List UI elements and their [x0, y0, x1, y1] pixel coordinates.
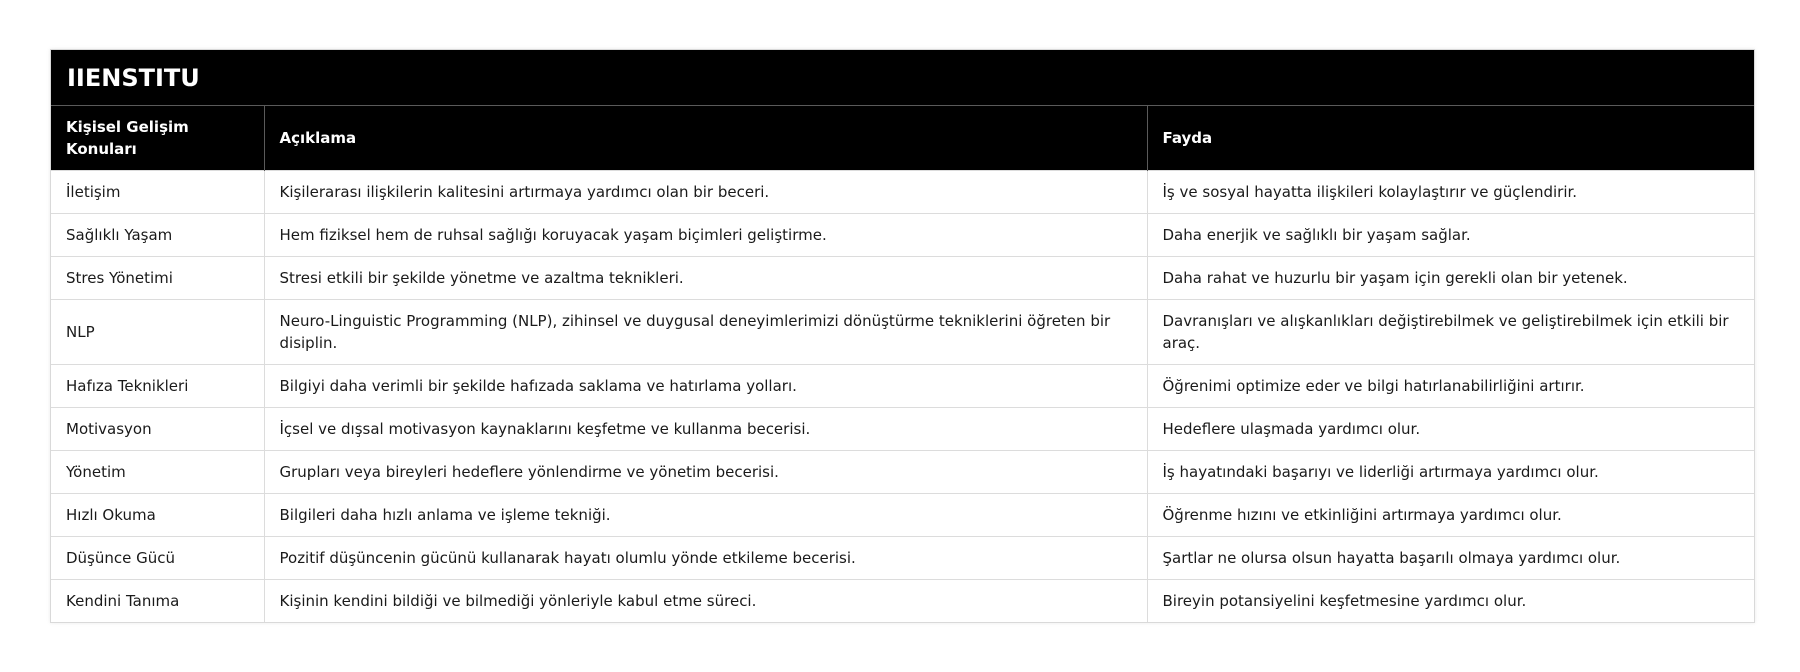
- table-row: [51, 451, 1754, 494]
- cell-topic: Düşünce Gücü: [51, 537, 264, 580]
- cell-description: Bilgileri daha hızlı anlama ve işleme tekniği.: [264, 494, 1147, 537]
- column-header-description: Açıklama: [264, 106, 1147, 171]
- cell-description: Kişinin kendini bildiği ve bilmediği yönleriyle kabul etme süreci.: [264, 580, 1147, 623]
- table-row: [51, 300, 1754, 365]
- cell-description: Hem fiziksel hem de ruhsal sağlığı koruyacak yaşam biçimleri geliştirme.: [264, 214, 1147, 257]
- column-header-topic: Kişisel Gelişim Konuları: [51, 106, 264, 171]
- cell-topic: Yönetim: [51, 451, 264, 494]
- cell-benefit: İş ve sosyal hayatta ilişkileri kolaylaştırır ve güçlendirir.: [1147, 171, 1754, 214]
- cell-topic: NLP: [51, 300, 264, 365]
- personal-development-table: [51, 106, 1754, 622]
- table-row: [51, 408, 1754, 451]
- cell-topic: İletişim: [51, 171, 264, 214]
- cell-topic: Hafıza Teknikleri: [51, 365, 264, 408]
- cell-benefit: Hedeflere ulaşmada yardımcı olur.: [1147, 408, 1754, 451]
- cell-description: Stresi etkili bir şekilde yönetme ve azaltma teknikleri.: [264, 257, 1147, 300]
- table-container: [50, 49, 1755, 623]
- cell-topic: Motivasyon: [51, 408, 264, 451]
- cell-topic: Stres Yönetimi: [51, 257, 264, 300]
- cell-description: Pozitif düşüncenin gücünü kullanarak hayatı olumlu yönde etkileme becerisi.: [264, 537, 1147, 580]
- table-row: [51, 494, 1754, 537]
- cell-description: İçsel ve dışsal motivasyon kaynaklarını keşfetme ve kullanma becerisi.: [264, 408, 1147, 451]
- cell-topic: Hızlı Okuma: [51, 494, 264, 537]
- cell-benefit: Daha rahat ve huzurlu bir yaşam için gerekli olan bir yetenek.: [1147, 257, 1754, 300]
- cell-benefit: Şartlar ne olursa olsun hayatta başarılı olmaya yardımcı olur.: [1147, 537, 1754, 580]
- cell-description: Neuro-Linguistic Programming (NLP), zihinsel ve duygusal deneyimlerimizi dönüştürme tekniklerini öğreten bir disiplin.: [264, 300, 1147, 365]
- table-row: [51, 214, 1754, 257]
- table-row: [51, 257, 1754, 300]
- cell-topic: Sağlıklı Yaşam: [51, 214, 264, 257]
- table-title: IIENSTITU: [51, 50, 1754, 106]
- column-header-benefit: Fayda: [1147, 106, 1754, 171]
- table-row: [51, 580, 1754, 623]
- cell-description: Grupları veya bireyleri hedeflere yönlendirme ve yönetim becerisi.: [264, 451, 1147, 494]
- cell-benefit: Öğrenimi optimize eder ve bilgi hatırlanabilirliğini artırır.: [1147, 365, 1754, 408]
- table-row: [51, 537, 1754, 580]
- header-row: [51, 106, 1754, 171]
- cell-benefit: Öğrenme hızını ve etkinliğini artırmaya yardımcı olur.: [1147, 494, 1754, 537]
- cell-description: Kişilerarası ilişkilerin kalitesini artırmaya yardımcı olan bir beceri.: [264, 171, 1147, 214]
- cell-topic: Kendini Tanıma: [51, 580, 264, 623]
- cell-benefit: Davranışları ve alışkanlıkları değiştirebilmek ve geliştirebilmek için etkili bir araç.: [1147, 300, 1754, 365]
- cell-benefit: İş hayatındaki başarıyı ve liderliği artırmaya yardımcı olur.: [1147, 451, 1754, 494]
- cell-benefit: Bireyin potansiyelini keşfetmesine yardımcı olur.: [1147, 580, 1754, 623]
- table-row: [51, 171, 1754, 214]
- table-row: [51, 365, 1754, 408]
- cell-description: Bilgiyi daha verimli bir şekilde hafızada saklama ve hatırlama yolları.: [264, 365, 1147, 408]
- cell-benefit: Daha enerjik ve sağlıklı bir yaşam sağlar.: [1147, 214, 1754, 257]
